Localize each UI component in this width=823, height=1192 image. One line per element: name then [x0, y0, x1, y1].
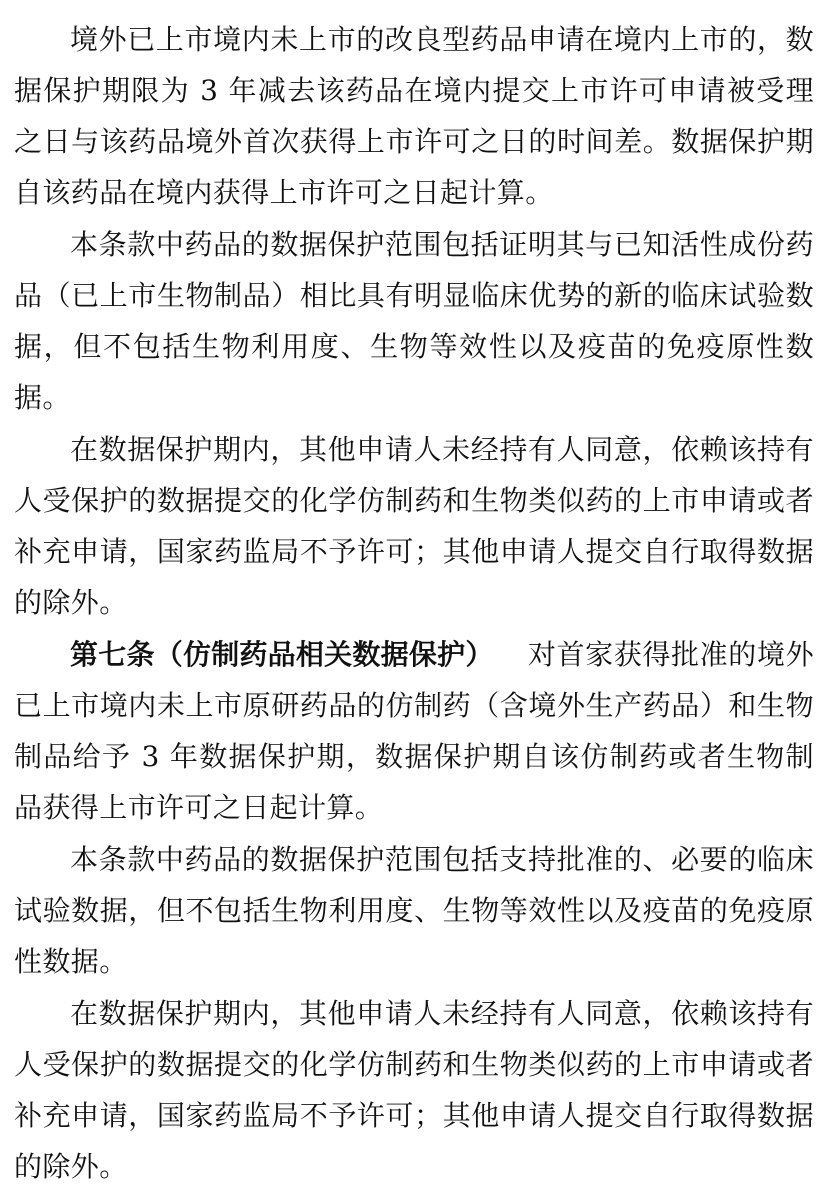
article-seven-title: 第七条（仿制药品相关数据保护） — [70, 638, 494, 671]
paragraph-generic-protection-restriction: 在数据保护期内，其他申请人未经持有人同意，依赖该持有人受保护的数据提交的化学仿制药和生物类似药的上市申请或者补充申请，国家药监局不予许可；其他申请人提交自行取得数据的除外。 — [14, 997, 814, 1183]
article-seven — [14, 629, 814, 833]
paragraph-improved-drug-protection-period: 境外已上市境内未上市的改良型药品申请在境内上市的，数据保护期限为 3 年减去该药品在境内提交上市许可申请被受理之日与该药品境外首次获得上市许可之日的时间差。数据保护期自该药品在境内获得上市许可之日起计算。 — [14, 23, 814, 209]
article-seven-body: 对首家获得批准的境外已上市境内未上市原研药品的仿制药（含境外生产药品）和生物制品给予 3 年数据保护期，数据保护期自该仿制药或者生物制品获得上市许可之日起计算。 — [14, 638, 814, 824]
paragraph-generic-protection-scope: 本条款中药品的数据保护范围包括支持批准的、必要的临床试验数据，但不包括生物利用度、生物等效性以及疫苗的免疫原性数据。 — [14, 843, 814, 978]
paragraph-protection-restriction: 在数据保护期内，其他申请人未经持有人同意，依赖该持有人受保护的数据提交的化学仿制药和生物类似药的上市申请或者补充申请，国家药监局不予许可；其他申请人提交自行取得数据的除外。 — [14, 433, 814, 619]
paragraph-protection-scope: 本条款中药品的数据保护范围包括证明其与已知活性成份药品（已上市生物制品）相比具有明显临床优势的新的临床试验数据，但不包括生物利用度、生物等效性以及疫苗的免疫原性数据。 — [14, 228, 814, 414]
